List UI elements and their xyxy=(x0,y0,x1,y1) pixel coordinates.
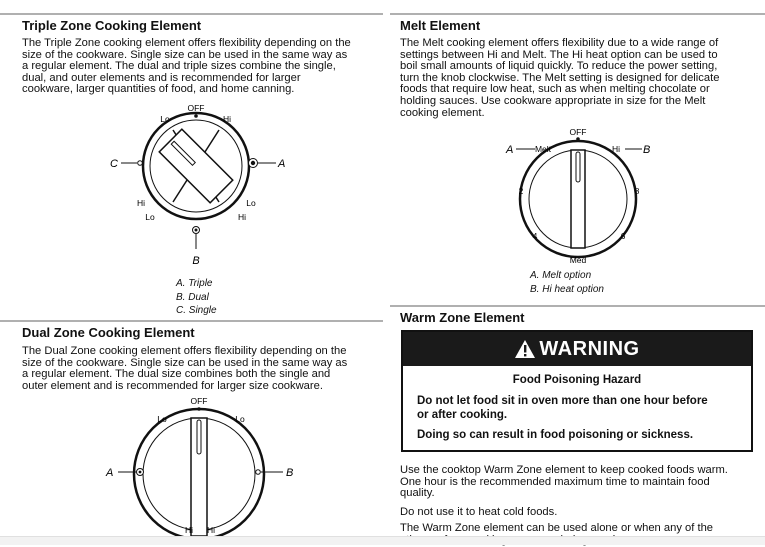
off-label: OFF xyxy=(190,396,208,406)
melt-knob-diagram xyxy=(390,125,765,265)
svg-text:Hi: Hi xyxy=(184,525,194,535)
hazard-title: Food Poisoning Hazard xyxy=(512,374,642,386)
warning-text-2: Doing so can result in food poisoning or sickness. xyxy=(417,429,694,441)
svg-text:Melt: Melt xyxy=(534,144,552,154)
off-label: OFF xyxy=(569,127,587,137)
melt-body: The Melt cooking element offers flexibility due to a wide range of settings between Hi and Melt. The Hi heat option can be used to boil small amounts of liquid quickly. To reduce the power setting, turn the knob clockwise. The Melt setting is designed for delicate foods that require low heat, such as when melting chocolate or holding sauces. Use cookware appropriate in size for the Melt cooking element. xyxy=(400,37,720,119)
warning-header xyxy=(403,332,751,366)
section-divider xyxy=(390,305,765,307)
section-divider xyxy=(0,320,383,322)
warning-box xyxy=(401,330,753,452)
svg-text:Hi: Hi xyxy=(222,114,232,124)
dual-zone-knob-diagram xyxy=(0,396,383,536)
svg-text:2: 2 xyxy=(518,186,524,196)
dual-zone-body: The Dual Zone cooking element offers flexibility depending on the size of the cookware. Single size can be used in the same way as a regular element. The dual size combines both the single and outer element and is recommended for larger size cookware. xyxy=(22,345,348,392)
callout-b: B xyxy=(643,144,651,156)
warm-zone-para-3: The Warm Zone element can be used alone or when any of the xyxy=(400,522,714,534)
warning-text-1: Do not let food sit in oven more than one hour before or after cooking. xyxy=(417,395,708,421)
triple-zone-heading: Triple Zone Cooking Element xyxy=(22,18,202,33)
svg-text:Lo: Lo xyxy=(157,414,167,424)
section-divider xyxy=(0,13,383,15)
svg-text:Lo: Lo xyxy=(145,212,155,222)
warning-title: WARNING xyxy=(539,337,640,360)
callout-b: B xyxy=(192,255,200,267)
dual-zone-heading: Dual Zone Cooking Element xyxy=(22,325,195,340)
off-label: OFF xyxy=(187,103,205,113)
callout-c: C xyxy=(110,158,118,170)
callout-a: A xyxy=(506,144,514,156)
svg-text:Hi: Hi xyxy=(237,212,247,222)
svg-text:8: 8 xyxy=(634,186,640,196)
svg-text:Med: Med xyxy=(569,255,587,265)
single-marker xyxy=(256,470,261,475)
triple-zone-body: The Triple Zone cooking element offers flexibility depending on the size of the cookware. Single size can be used in the same way as a regular element. The dual and triple sizes combine the single, dual, and outer elements and is recommended for larger cookware, larger quantities of food, and home canning. xyxy=(22,37,351,96)
knob-pointer xyxy=(197,420,201,454)
warm-zone-heading: Warm Zone Element xyxy=(400,310,525,325)
knob-pointer xyxy=(576,152,580,182)
melt-legend: A. Melt option B. Hi heat option xyxy=(530,270,604,295)
svg-text:4: 4 xyxy=(532,231,538,241)
warm-zone-para-2: Do not use it to heat cold foods. xyxy=(400,506,558,518)
section-divider xyxy=(390,13,765,15)
svg-text:Hi: Hi xyxy=(611,144,621,154)
svg-text:Hi: Hi xyxy=(206,525,216,535)
melt-heading: Melt Element xyxy=(400,18,481,33)
warning-triangle-icon xyxy=(514,339,536,359)
svg-text:Lo: Lo xyxy=(235,414,245,424)
triple-zone-legend: A. Triple B. Dual C. Single xyxy=(176,278,217,316)
callout-a: A xyxy=(278,158,286,170)
svg-text:Lo: Lo xyxy=(246,198,256,208)
warm-zone-para-1: Use the cooktop Warm Zone element to keep cooked foods warm. One hour is the recommended maximum time to maintain food quality. xyxy=(400,464,728,500)
callout-a: A xyxy=(106,467,114,479)
callout-b: B xyxy=(286,467,294,479)
svg-text:Hi: Hi xyxy=(136,198,146,208)
svg-text:6: 6 xyxy=(620,231,626,241)
svg-text:Lo: Lo xyxy=(160,114,170,124)
triple-zone-knob-diagram xyxy=(0,100,383,275)
single-marker xyxy=(138,161,143,166)
